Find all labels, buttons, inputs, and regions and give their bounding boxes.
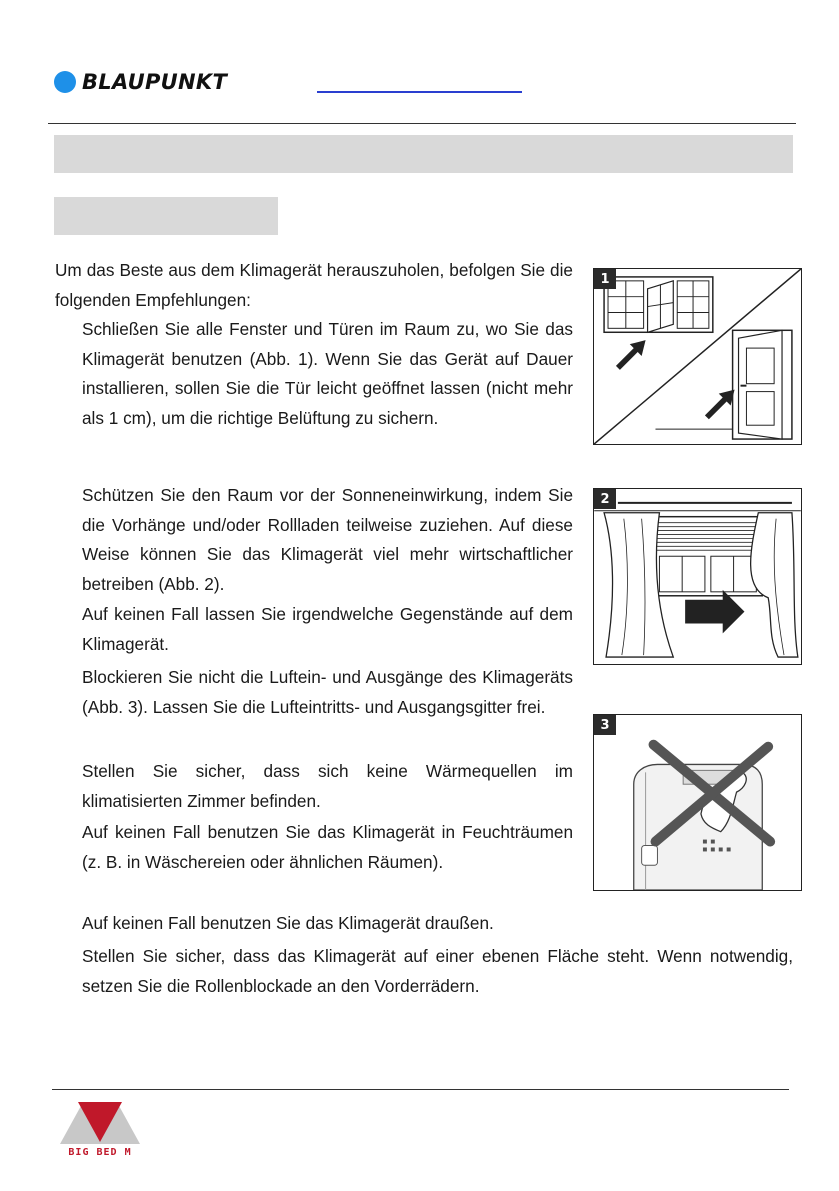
list-item-close-windows bbox=[82, 315, 573, 433]
header-rule bbox=[48, 123, 796, 124]
figure-number: 2 bbox=[594, 489, 616, 509]
figure-number: 1 bbox=[594, 269, 616, 289]
list-item-text: Auf keinen Fall benutzen Sie das Klimagerät draußen. bbox=[82, 913, 494, 933]
header-link-underline bbox=[317, 91, 522, 93]
list-item-level-surface bbox=[82, 942, 793, 1001]
figure-2 bbox=[593, 488, 802, 665]
list-item-humid-rooms bbox=[82, 818, 573, 877]
list-item-sun-protection bbox=[82, 481, 573, 599]
footer-rule bbox=[52, 1089, 789, 1090]
blocked-air-outlet-illustration-icon bbox=[594, 715, 801, 890]
intro-text: Um das Beste aus dem Klimagerät herauszuholen, befolgen Sie die folgenden Empfehlungen: bbox=[55, 260, 573, 310]
list-item-text: Stellen Sie sicher, dass sich keine Wärmequellen im klimatisierten Zimmer befinden. bbox=[82, 761, 573, 811]
subsection-title-bar bbox=[54, 197, 278, 235]
curtains-window-illustration-icon bbox=[594, 489, 801, 664]
intro-paragraph bbox=[55, 256, 573, 315]
figure-1 bbox=[593, 268, 802, 445]
list-item-no-objects bbox=[82, 600, 573, 659]
list-item-text: Auf keinen Fall benutzen Sie das Klimagerät in Feuchträumen (z. B. in Wäschereien oder ähnlichen Räumen). bbox=[82, 822, 573, 872]
list-item-text: Schützen Sie den Raum vor der Sonneneinwirkung, indem Sie die Vorhänge und/oder Rollladen teilweise zuziehen. Auf diese Weise können Sie das Klimagerät viel mehr wirtschaftlicher betreiben (Abb. 2). bbox=[82, 485, 573, 594]
list-item-text: Stellen Sie sicher, dass das Klimagerät auf einer ebenen Fläche steht. Wenn notwendig, setzen Sie die Rollenblockade an den Vorderrädern. bbox=[82, 946, 793, 996]
section-title-bar bbox=[54, 135, 793, 173]
brand-logo bbox=[54, 70, 227, 94]
list-item-air-openings bbox=[82, 663, 573, 722]
brand-dot-icon bbox=[54, 71, 76, 93]
list-item-text: Blockieren Sie nicht die Luftein- und Ausgänge des Klimageräts (Abb. 3). Lassen Sie die Lufteintritts- und Ausgangsgitter frei. bbox=[82, 667, 573, 717]
closed-windows-doors-illustration-icon bbox=[594, 269, 801, 444]
list-item-heat-sources bbox=[82, 757, 573, 816]
list-item-text: Schließen Sie alle Fenster und Türen im Raum zu, wo Sie das Klimagerät benutzen (Abb. 1). Wenn Sie das Gerät auf Dauer installieren, sollen Sie die Tür leicht geöffnet lassen (nicht mehr als 1 cm), um die richtige Belüftung zu sichern. bbox=[82, 319, 573, 428]
list-item-text: Auf keinen Fall lassen Sie irgendwelche Gegenstände auf dem Klimagerät. bbox=[82, 604, 573, 654]
footer-logo-text: BIG BED M bbox=[68, 1147, 132, 1158]
figure-number: 3 bbox=[594, 715, 616, 735]
brand-name: BLAUPUNKT bbox=[82, 70, 228, 94]
list-item-outdoors bbox=[82, 909, 682, 939]
figure-3 bbox=[593, 714, 802, 891]
